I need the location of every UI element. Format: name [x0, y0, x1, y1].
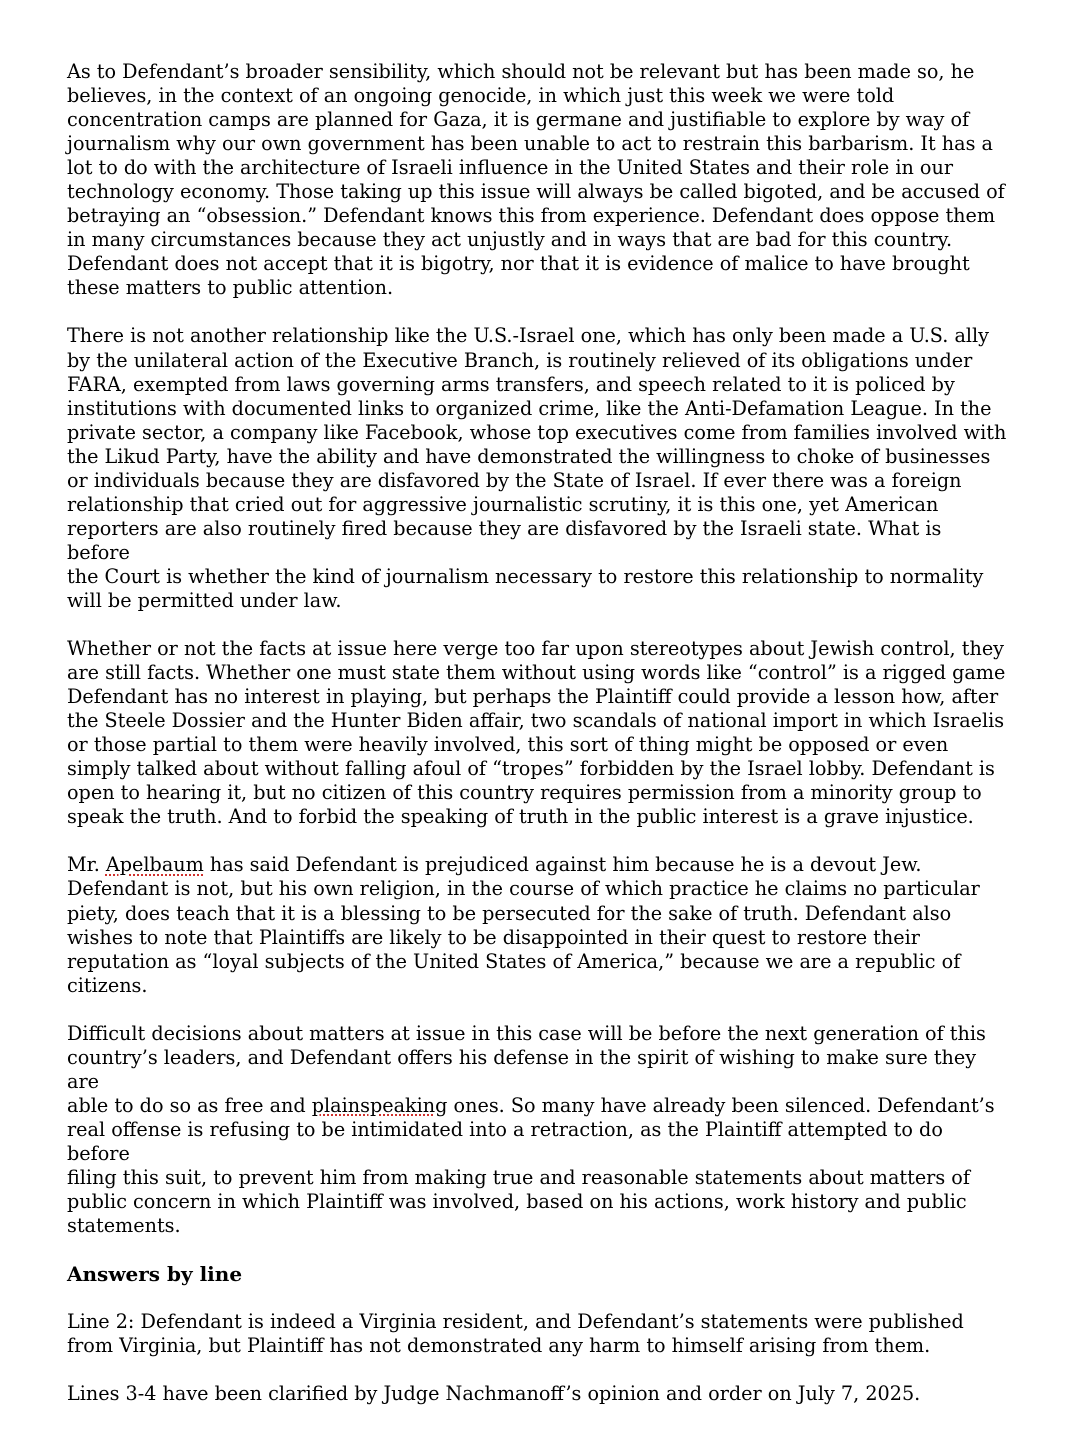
spellcheck-word-plainspeaking[interactable]: plainspeaking — [311, 1093, 448, 1117]
paragraph-difficult-decisions — [67, 1022, 1007, 1238]
document-page — [67, 60, 1007, 1430]
paragraph-us-israel-relationship: There is not another relationship like the U.S.-Israel one, which has only been made a U.S. ally by the unilateral action of the Executive Branch, is routinely relieved of its obligations under FARA, exempted from laws governing arms transfers, and speech related to it is policed by institutions with documented links to organized crime, like the Anti-Defamation League. In the private sector, a company like Facebook, whose top executives come from families involved with the Likud Party, have the ability and have demonstrated the willingness to choke of businesses or individuals because they are disfavored by the State of Israel. If ever there was a foreign relationship that cried out for aggressive journalistic scrutiny, it is this one, yet American reporters are also routinely fired because they are disfavored by the Israeli state. What is before the Court is whether the kind of journalism necessary to restore this relationship to normality will be permitted under law. — [67, 324, 1007, 612]
spellcheck-word-apelbaum[interactable]: Apelbaum — [105, 853, 204, 877]
section-heading-answers: Answers by line — [67, 1262, 243, 1287]
answer-lines-3-4: Lines 3-4 have been clarified by Judge Nachmanoff’s opinion and order on July 7, 2025. — [67, 1382, 921, 1406]
answer-line-2: Line 2: Defendant is indeed a Virginia resident, and Defendant’s statements were published from Virginia, but Plaintiff has not demonstrated any harm to himself arising from them. — [67, 1310, 964, 1358]
paragraph-facts-at-issue: Whether or not the facts at issue here verge too far upon stereotypes about Jewish control, they are still facts. Whether one must state them without using words like “control” is a rigged game Defendant has no interest in playing, but perhaps the Plaintiff could provide a lesson how, after the Steele Dossier and the Hunter Biden affair, two scandals of national import in which Israelis or those partial to them were heavily involved, this sort of thing might be opposed or even simply talked about without falling afoul of “tropes” forbidden by the Israel lobby. Defendant is open to hearing it, but no citizen of this country requires permission from a minority group to speak the truth. And to forbid the speaking of truth in the public interest is a grave injustice. — [67, 637, 1006, 829]
paragraph-defendant-sensibility: As to Defendant’s broader sensibility, which should not be relevant but has been made so, he believes, in the context of an ongoing genocide, in which just this week we were told concentration camps are planned for Gaza, it is germane and justifiable to explore by way of journalism why our own government has been unable to act to restrain this barbarism. It has a lot to do with the architecture of Israeli influence in the United States and their role in our technology economy. Those taking up this issue will always be called bigoted, and be accused of betraying an “obsession.” Defendant knows this from experience. Defendant does oppose them in many circumstances because they act unjustly and in ways that are bad for this country. Defendant does not accept that it is bigotry, nor that it is evidence of malice to have brought these matters to public attention. — [67, 60, 1005, 300]
paragraph-apelbaum-body: has said Defendant is prejudiced against him because he is a devout Jew. Defendant is not, but his own religion, in the course of which practice he claims no particular piety, does teach that it is a blessing to be persecuted for the sake of truth. Defendant also wishes to note that Plaintiffs are likely to be disappointed in their quest to restore their reputation as “loyal subjects of the United States of America,” because we are a republic of citizens. — [67, 853, 980, 997]
paragraph-decisions-before: Difficult decisions about matters at issue in this case will be before the next generation of this country’s leaders, and Defendant offers his defense in the spirit of wishing to make sure they are able to do so as free and — [67, 1021, 986, 1117]
paragraph-apelbaum-prefix: Mr. — [67, 853, 106, 877]
paragraph-apelbaum — [67, 853, 1007, 997]
paragraph-decisions-after: ones. So many have already been silenced. Defendant’s real offense is refusing to be intimidated into a retraction, as the Plaintiff attempted to do before filing this suit, to prevent him from making true and reasonable statements about matters of public concern in which Plaintiff was involved, based on his actions, work history and public statements. — [67, 1093, 995, 1238]
